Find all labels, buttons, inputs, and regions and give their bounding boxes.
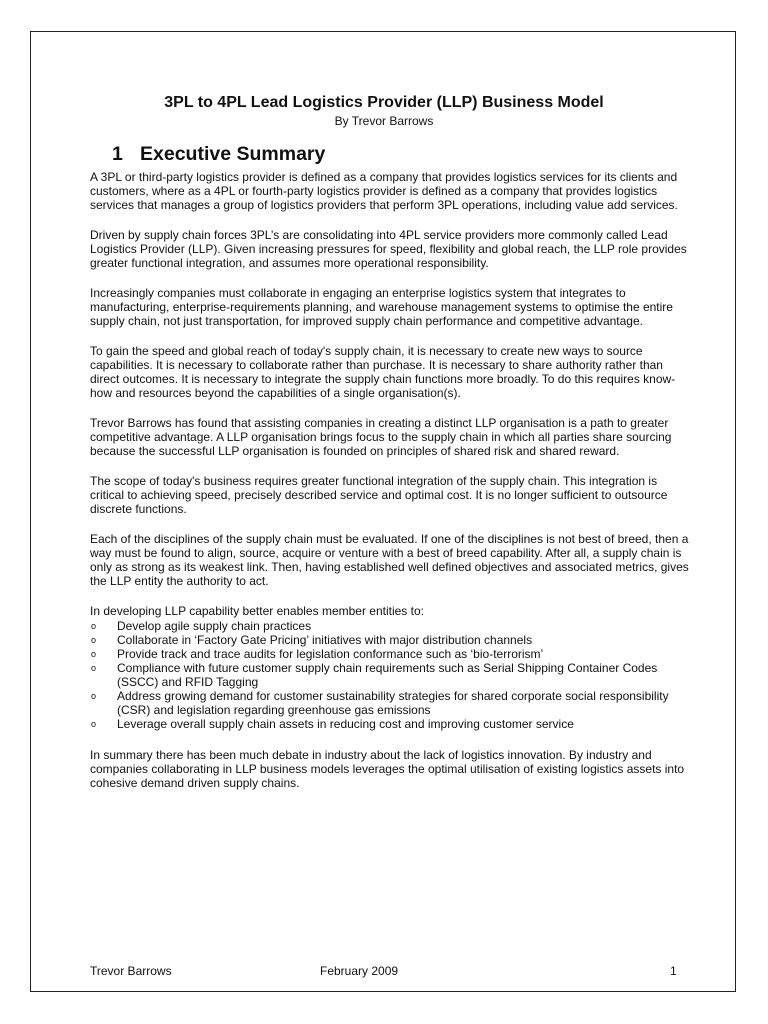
list-item: o Collaborate in ‘Factory Gate Pricing’ initiatives with major distribution channels [91, 633, 533, 647]
footer-page-number: 1 [670, 964, 677, 978]
list-item: o Provide track and trace audits for legislation conformance such as ‘bio-terrorism’ [91, 647, 544, 661]
paragraph-scope: The scope of today's business requires greater functional integration of the supply chain. This integration is critical to achieving speed, precisely described service and optimal cost. It is no longer sufficient to outsource discrete functions. [90, 474, 668, 516]
section-title: Executive Summary [140, 143, 326, 165]
paragraph-definitions: A 3PL or third-party logistics provider is defined as a company that provides logistics services for its clients and customers, where as a 4PL or fourth-party logistics provider is defined as a company that provides logistics services that manages a group of logistics providers that perform 3PL operations, including value add services. [90, 170, 678, 212]
list-item: o Develop agile supply chain practices [91, 619, 312, 633]
capability-list [90, 619, 690, 731]
paragraph-llp-consolidation: Driven by supply chain forces 3PL’s are consolidating into 4PL service providers more commonly called Lead Logistics Provider (LLP). Given increasing pressures for speed, flexibility and global reach, the LLP role provides greater functional integration, and assumes more operational responsibility. [90, 228, 687, 270]
paragraph-speed-reach: To gain the speed and global reach of today's supply chain, it is necessary to create new ways to source capabilities. It is necessary to collaborate rather than purchase. It is necessary to share authority rather than direct outcomes. It is necessary to integrate the supply chain functions more broadly. To do this requires know-how and resources beyond the capabilities of a single organisation(s). [90, 344, 676, 400]
bullet-icon: o [91, 621, 97, 631]
list-item: o Address growing demand for customer sustainability strategies for shared corporate social responsibility (CSR) and legislation regarding greenhouse gas emissions [91, 689, 669, 717]
bullet-icon: o [91, 719, 97, 729]
bullet-icon: o [91, 663, 97, 673]
footer-date: February 2009 [320, 964, 399, 978]
footer-author: Trevor Barrows [90, 964, 172, 978]
paragraph-collaboration: Increasingly companies must collaborate in engaging an enterprise logistics system that integrates to manufacturing, enterprise-requirements planning, and warehouse management systems to optimise the entire supply chain, not just transportation, for improved supply chain performance and competitive advantage. [90, 286, 673, 328]
list-intro: In developing LLP capability better enables member entities to: [90, 604, 424, 618]
document-byline: By Trevor Barrows [334, 114, 434, 128]
section-number: 1 [112, 143, 123, 165]
list-item: o Compliance with future customer supply chain requirements such as Serial Shipping Container Codes (SSCC) and RFID Tagging [91, 661, 658, 689]
paragraph-disciplines: Each of the disciplines of the supply chain must be evaluated. If one of the disciplines is not best of breed, then a way must be found to align, source, acquire or venture with a best of breed capability. After all, a supply chain is only as strong as its weakest link. Then, having established well defined objectives and associated metrics, gives the LLP entity the authority to act. [90, 532, 689, 588]
paragraph-summary: In summary there has been much debate in industry about the lack of logistics innovation. By industry and companies collaborating in LLP business models leverages the optimal utilisation of existing logistics assets into cohesive demand driven supply chains. [90, 748, 685, 790]
bullet-icon: o [91, 635, 97, 645]
document-title: 3PL to 4PL Lead Logistics Provider (LLP) Business Model [164, 94, 604, 111]
paragraph-competitive-advantage: Trevor Barrows has found that assisting companies in creating a distinct LLP organisation is a path to greater competitive advantage. A LLP organisation brings focus to the supply chain in which all parties share sourcing because the successful LLP organisation is founded on principles of shared risk and shared reward. [90, 416, 672, 458]
bullet-icon: o [91, 691, 97, 701]
section-heading [112, 143, 325, 166]
bullet-icon: o [91, 649, 97, 659]
document-body [90, 170, 690, 806]
list-item: o Leverage overall supply chain assets in reducing cost and improving customer service [91, 717, 574, 731]
